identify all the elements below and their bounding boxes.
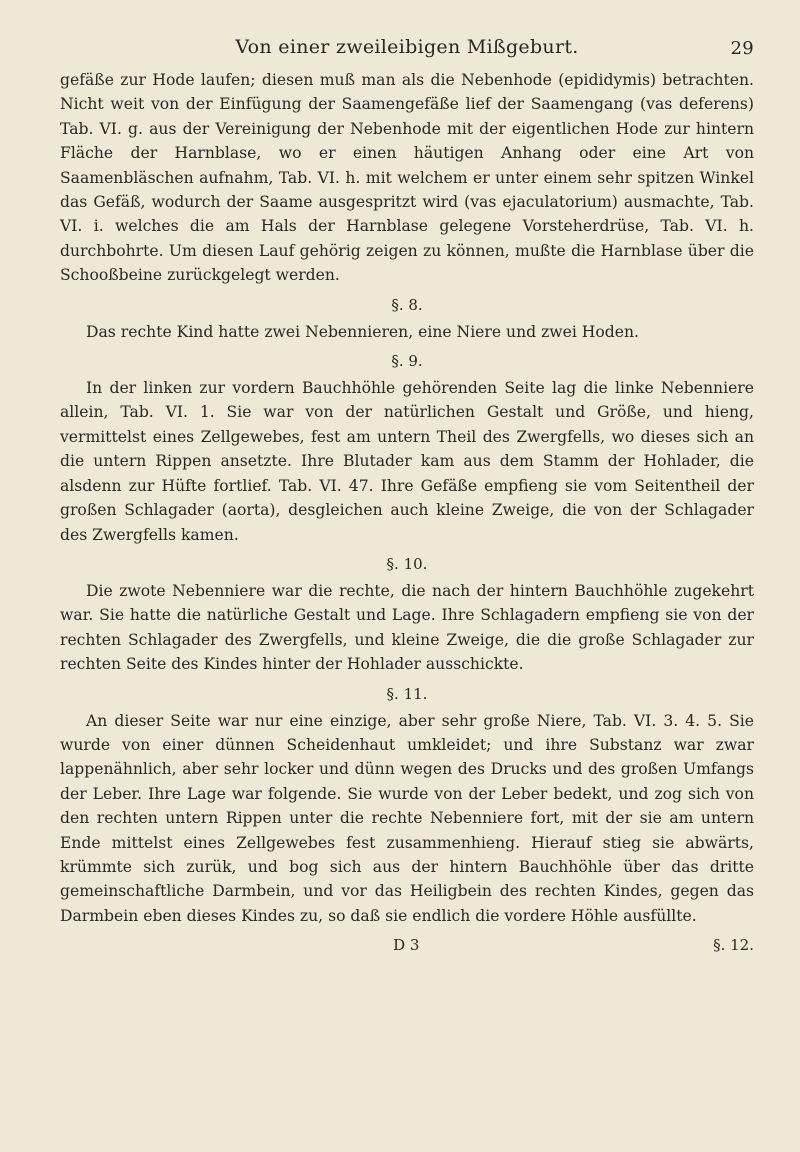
paragraph-section-11: An dieser Seite war nur eine einzige, aber sehr große Niere, Tab. VI. 3. 4. 5. Sie wurde von einer dünnen Scheidenhaut umkleidet; und ihre Substanz war zwar lappenähnlich, aber sehr locker und dünn wegen des Drucks und des großen Umfangs der Leber. Ihre Lage war folgende. Sie wurde von der Leber bedekt, und zog sich von den rechten untern Rippen unter die rechte Nebenniere fort, mit der sie am untern Ende mittelst eines Zellgewebes fest zusammenhieng. Hierauf stieg sie abwärts, krümmte sich zurük, und bog sich aus der hintern Bauchhöhle über das dritte gemeinschaftliche Darmbein, und vor das Heiligbein des rechten Kindes, gegen das Darmbein eben dieses Kindes zu, so daß sie endlich die vordere Höhle ausfüllte. bbox=[60, 711, 754, 925]
paragraph-continuation: gefäße zur Hode laufen; diesen muß man als die Nebenhode (epididymis) betrachten. Nicht weit von der Einfügung der Saamengefäße lief der Saamengang (vas deferens) Tab. VI. g. aus der Vereinigung der Nebenhode mit der eigentlichen Hode zur hintern Fläche der Harnblase, wo er einen häutigen Anhang oder eine Art von Saamenbläschen aufnahm, Tab. VI. h. mit welchem er unter einem sehr spitzen Winkel das Gefäß, wodurch der Saame ausgespritzt wird (vas ejaculatorium) ausmachte, Tab. VI. i. welches die am Hals der Harnblase gelegene Vorsteherdrüse, Tab. VI. h. durchbohrte. Um diesen Lauf gehörig zeigen zu können, mußte die Harnblase über die Schooßbeine zurückgelegt werden. bbox=[60, 71, 754, 285]
paragraph-section-8: Das rechte Kind hatte zwei Nebennieren, eine Niere und zwei Hoden. bbox=[86, 322, 640, 341]
catchword: §. 12. bbox=[713, 936, 754, 955]
page-footer bbox=[60, 936, 754, 966]
section-heading-9: §. 9. bbox=[391, 352, 423, 371]
section-heading-11: §. 11. bbox=[386, 684, 428, 703]
section-heading-8: §. 8. bbox=[391, 295, 423, 314]
page-number: 29 bbox=[730, 38, 754, 59]
paragraph-section-10: Die zwote Nebenniere war die rechte, die nach der hintern Bauchhöhle zugekehrt war. Sie hatte die natürliche Gestalt und Lage. Ihre Schlagadern empfieng sie von der rechten Schlagader des Zwergfells, und kleine Zweige, die die große Schlagader zur rechten Seite des Kindes hinter der Hohlader ausschickte. bbox=[60, 581, 754, 674]
section-heading-10: §. 10. bbox=[386, 554, 428, 573]
body-text bbox=[60, 68, 754, 928]
paragraph-section-9: In der linken zur vordern Bauchhöhle gehörenden Seite lag die linke Nebenniere allein, Tab. VI. 1. Sie war von der natürlichen Gestalt und Größe, und hieng, vermittelst eines Zellgewebes, fest am untern Theil des Zwergfells, wo dieses sich an die untern Rippen ansetzte. Ihre Blutader kam aus dem Stamm der Hohlader, die alsdenn zur Hüfte fortlief. Tab. VI. 47. Ihre Gefäße empfieng sie vom Seitentheil der großen Schlagader (aorta), desgleichen auch kleine Zweige, die von der Schlagader des Zwergfells kamen. bbox=[60, 379, 754, 544]
running-title: Von einer zweileibigen Mißgeburt. bbox=[235, 36, 579, 58]
signature-mark: D 3 bbox=[393, 936, 420, 955]
running-head bbox=[60, 36, 754, 68]
